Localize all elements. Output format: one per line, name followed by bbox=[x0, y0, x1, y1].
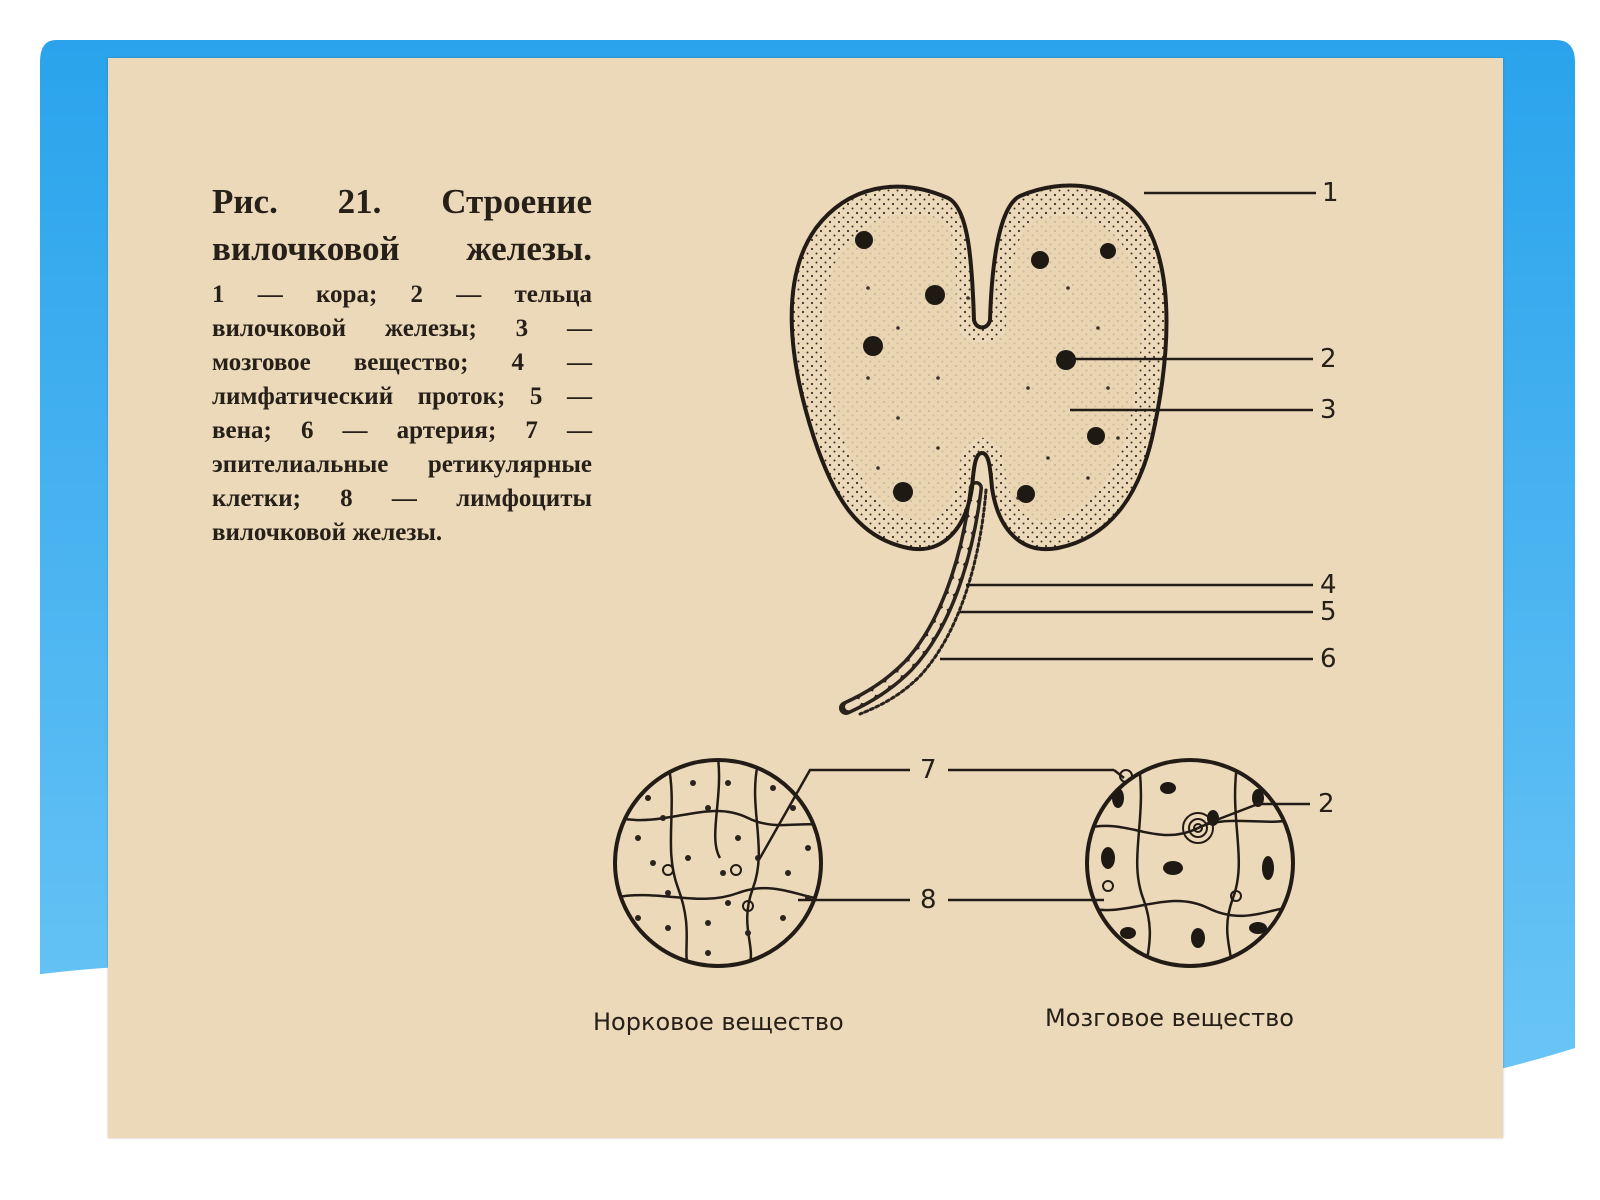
thymus-diagram bbox=[108, 58, 1503, 1138]
label-3: 3 bbox=[1320, 395, 1337, 425]
book-page bbox=[108, 58, 1503, 1138]
figure-legend: 1 — кора; 2 — тельца вилочковой железы; 3 — мозговое вещество; 4 — лимфатический проток; 5 — вена; 6 — артерия; 7 — эпителиальные ретикулярные клетки; 8 — лимфоциты вилочковой железы. bbox=[212, 281, 592, 546]
cortex-subcaption: Норковое вещество bbox=[593, 1008, 844, 1036]
medulla-histology bbox=[1087, 758, 1298, 970]
label-7: 7 bbox=[920, 755, 937, 785]
label-1: 1 bbox=[1322, 178, 1339, 208]
label-2-corpuscle: 2 bbox=[1318, 789, 1335, 819]
label-5: 5 bbox=[1320, 597, 1337, 627]
label-6: 6 bbox=[1320, 644, 1337, 674]
thymus-medulla bbox=[824, 214, 1142, 521]
figure-title: Рис. 21. Строение вилочковой железы. bbox=[212, 182, 592, 268]
cortex-histology bbox=[613, 758, 828, 968]
label-4: 4 bbox=[1320, 570, 1337, 600]
medulla-subcaption: Мозговое вещество bbox=[1045, 1004, 1294, 1032]
label-2: 2 bbox=[1320, 344, 1337, 374]
label-8: 8 bbox=[920, 885, 937, 915]
